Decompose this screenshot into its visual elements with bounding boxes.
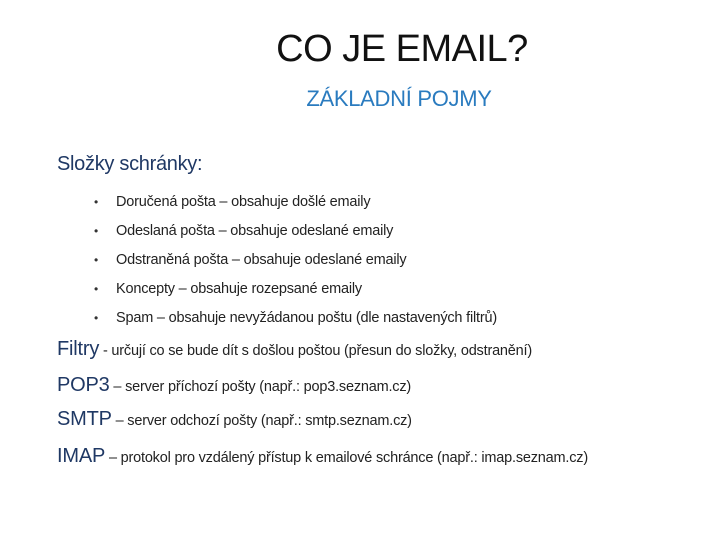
bullet-icon: • xyxy=(94,224,99,238)
bullet-icon: • xyxy=(94,282,99,296)
list-item xyxy=(92,188,497,217)
list-item-text: Doručená pošta – obsahuje došlé emaily xyxy=(116,194,371,210)
list-item xyxy=(92,304,497,333)
list-item-text: Odeslaná pošta – obsahuje odeslané emaily xyxy=(116,223,394,239)
definition-pop3 xyxy=(57,374,411,397)
list-item xyxy=(92,217,497,246)
page-subtitle: ZÁKLADNÍ POJMY xyxy=(306,86,492,111)
folders-list xyxy=(92,188,497,333)
definition-desc: – protokol pro vzdálený přístup k emailové schránce (např.: imap.seznam.cz) xyxy=(105,450,588,466)
definition-desc: - určují co se bude dít s došlou poštou (přesun do složky, odstranění) xyxy=(99,343,532,359)
page-title: CO JE EMAIL? xyxy=(276,28,528,70)
list-item xyxy=(92,275,497,304)
list-item-text: Odstraněná pošta – obsahuje odeslané emaily xyxy=(116,252,407,268)
definition-desc: – server příchozí pošty (např.: pop3.seznam.cz) xyxy=(109,379,412,395)
list-item xyxy=(92,246,497,275)
definition-desc: – server odchozí pošty (např.: smtp.seznam.cz) xyxy=(111,413,412,429)
folders-heading: Složky schránky: xyxy=(57,153,203,175)
definition-term: SMTP xyxy=(57,408,112,430)
definition-smtp xyxy=(57,408,412,431)
bullet-icon: • xyxy=(94,195,99,209)
definition-term: IMAP xyxy=(57,445,106,467)
list-item-text: Koncepty – obsahuje rozepsané emaily xyxy=(116,281,362,297)
bullet-icon: • xyxy=(94,253,99,267)
list-item-text: Spam – obsahuje nevyžádanou poštu (dle nastavených filtrů) xyxy=(116,310,497,326)
definition-imap xyxy=(57,445,588,468)
definition-term: Filtry xyxy=(57,338,100,360)
definition-term: POP3 xyxy=(57,374,110,396)
definition-filtry xyxy=(57,338,532,361)
bullet-icon: • xyxy=(94,311,99,325)
